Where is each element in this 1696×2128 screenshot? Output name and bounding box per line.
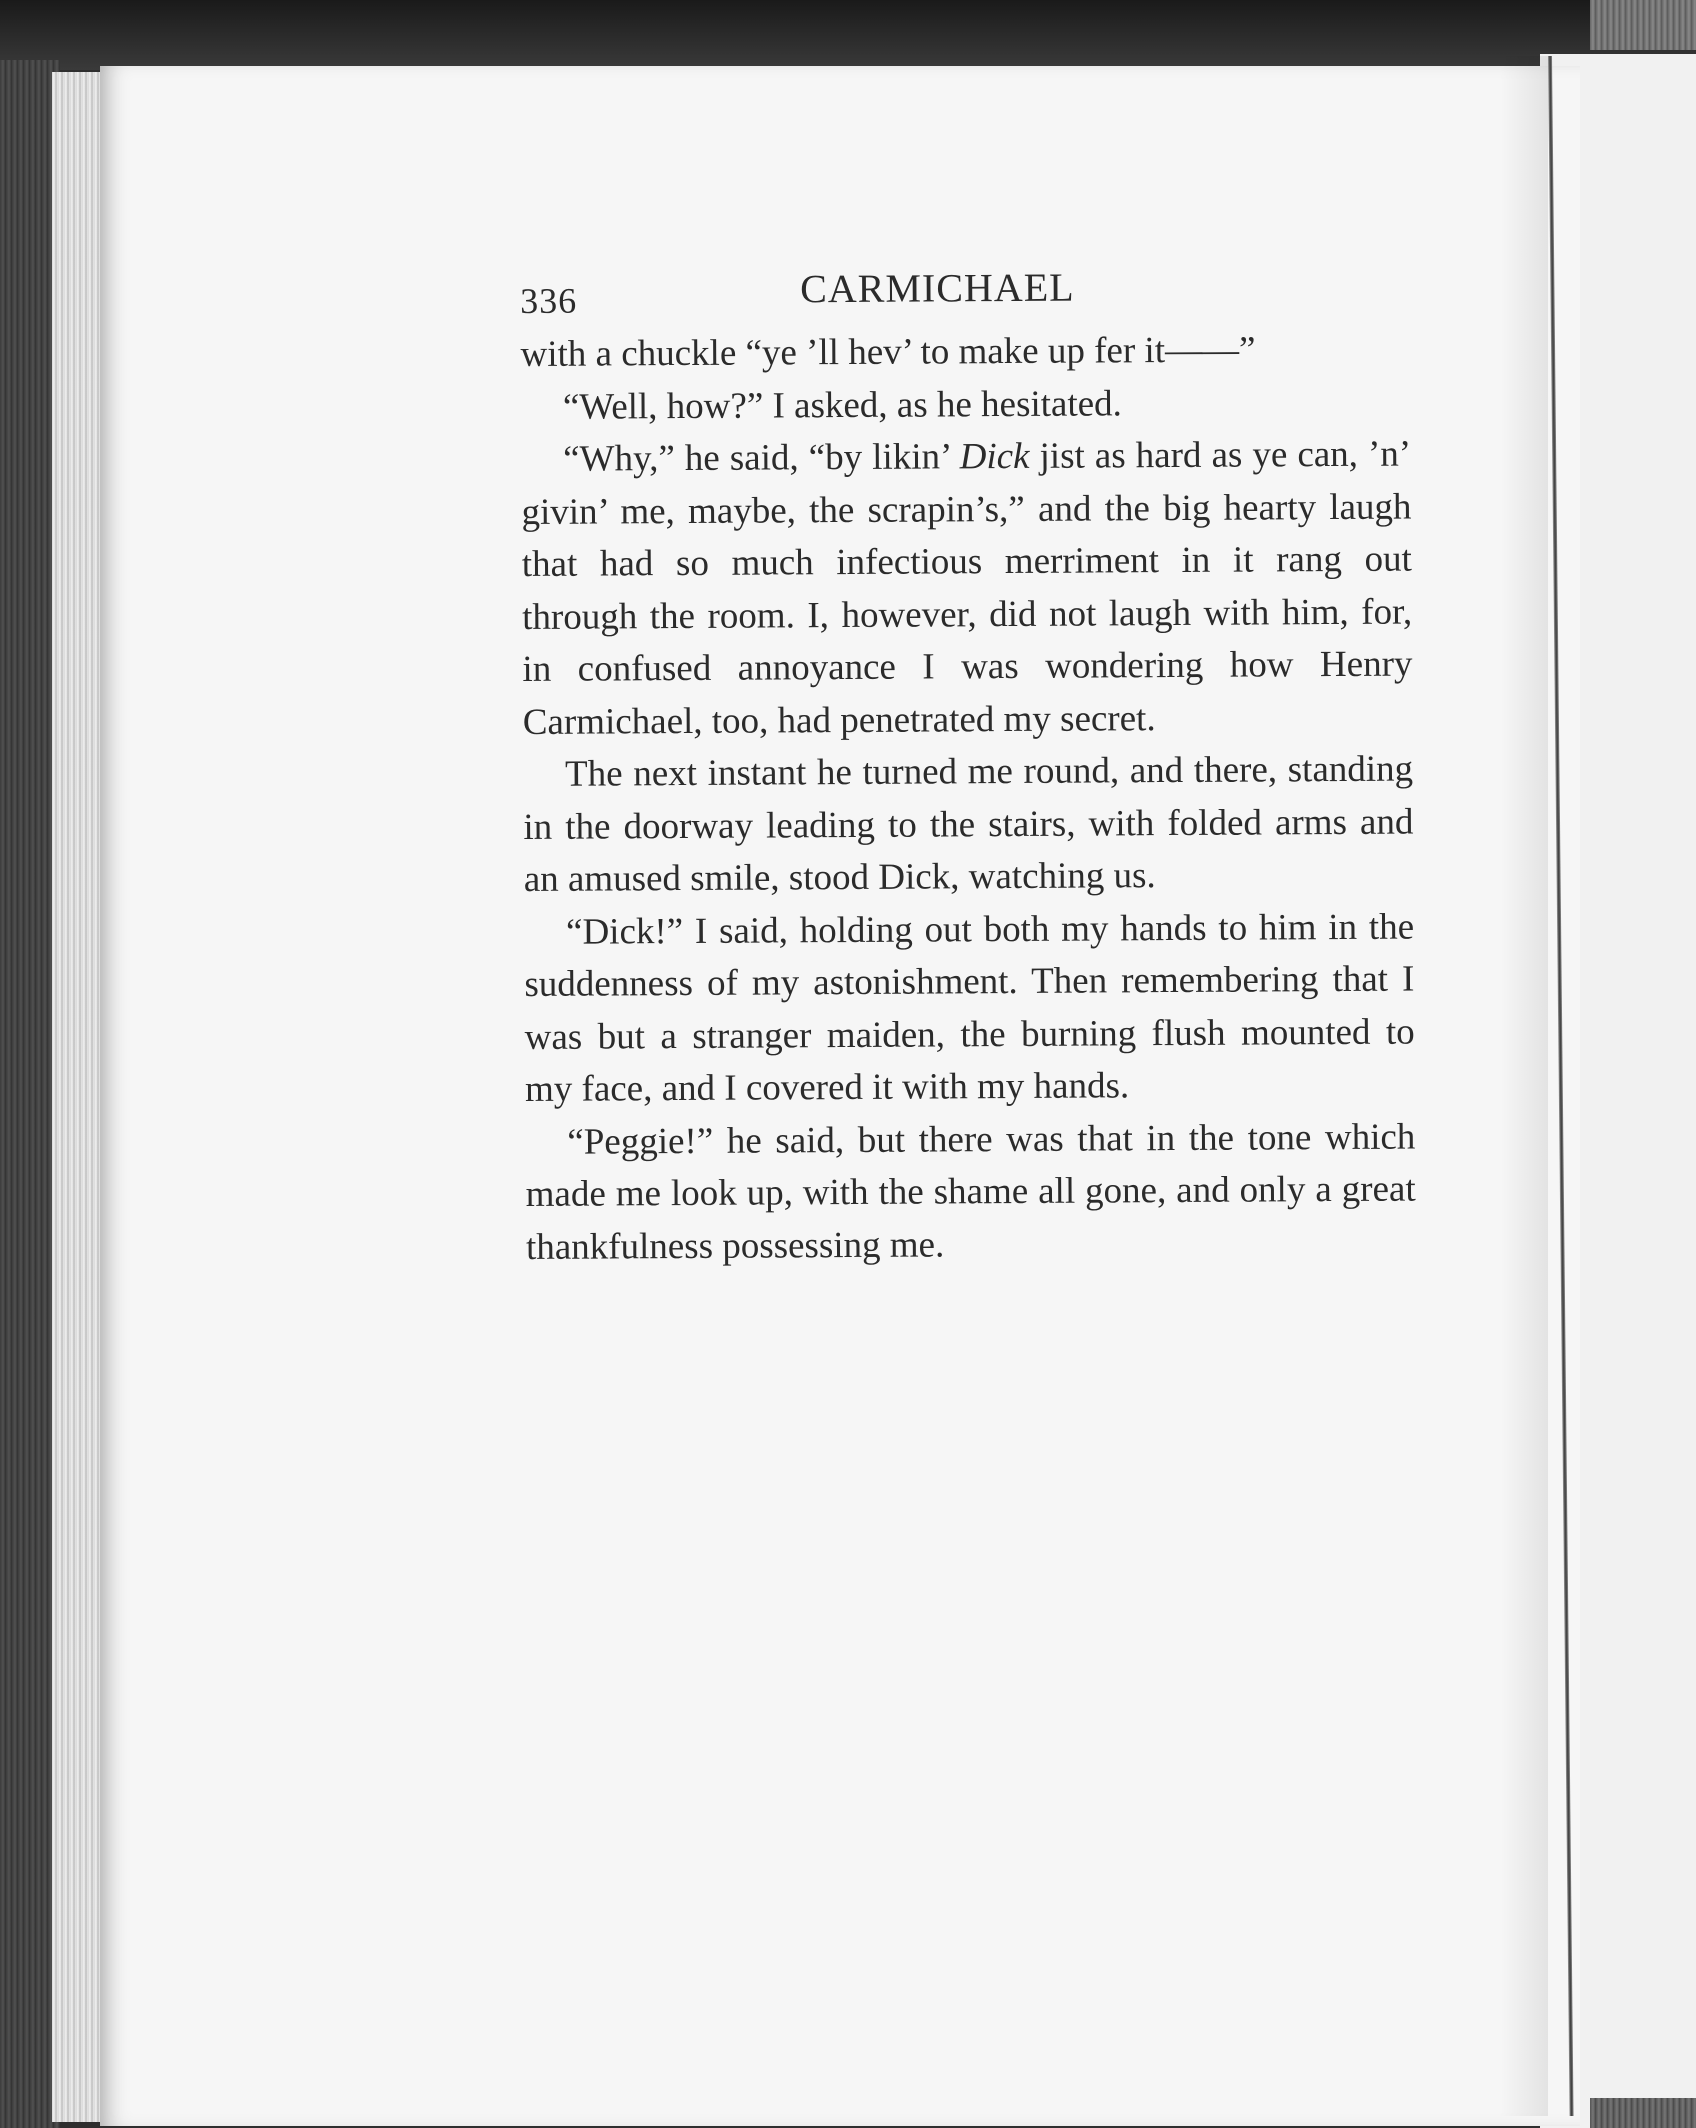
text-block: [520, 260, 1416, 1274]
page-header: [520, 260, 1410, 329]
paragraph: “Dick!” I said, holding out both my hands to him in the suddenness of my astonishment. Then remembering that I was but a stranger maiden, the burning flush mounted to my face, and I covered it with my hands.: [524, 906, 1415, 1110]
paragraph-text: “Why,” he said, “by likin’: [563, 436, 960, 480]
italic-name: Dick: [959, 435, 1030, 478]
page-number: 336: [520, 280, 578, 321]
running-head: CARMICHAEL: [800, 264, 1075, 312]
paragraph-text: jist as hard as ye can, ’n’ givin’ me, maybe, the scrapin’s,” and the big hearty laugh that had so much infectious merriment in it rang out through the room. I, however, did not laugh with him, for, in confused annoyance I was wondering how Henry Carmichael, too, had penetrated my secret.: [521, 433, 1413, 743]
scanner-edge-bottom: [1590, 2098, 1696, 2128]
paragraph: “Well, how?” I asked, as he hesitated.: [562, 382, 1122, 428]
paragraph: “Peggie!” he said, but there was that in the tone which made me look up, with the shame all gone, and only a great thankfulness possessing me.: [525, 1116, 1416, 1268]
scanner-background: [0, 0, 1696, 70]
paragraph: with a chuckle “ye ’ll hev’ to make up fer it——”: [520, 329, 1256, 375]
paragraph: [521, 429, 1413, 749]
book-cover-edge: [0, 60, 60, 2128]
scanner-edge: [1590, 0, 1696, 50]
paragraph: The next instant he turned me round, and there, standing in the doorway leading to the stairs, with folded arms and an amused smile, stood Dick, watching us.: [523, 748, 1414, 900]
gutter-shadow: [1500, 56, 1548, 2116]
